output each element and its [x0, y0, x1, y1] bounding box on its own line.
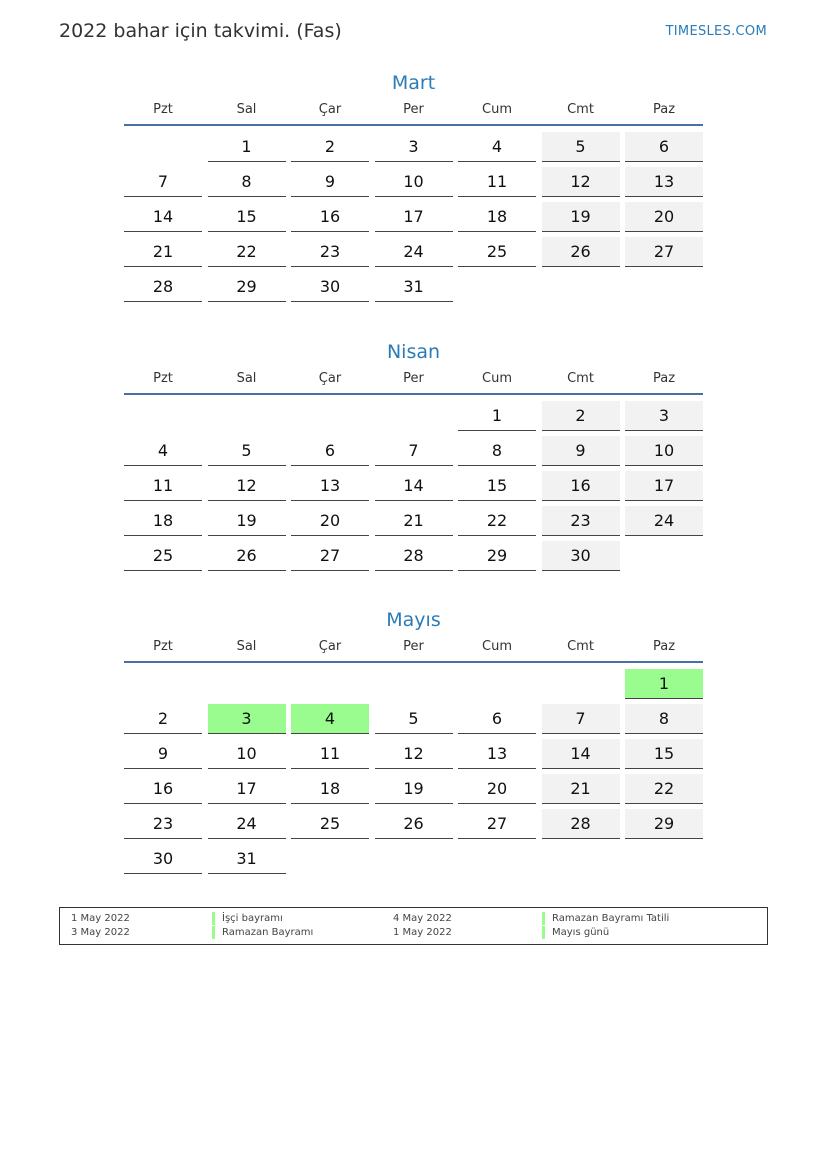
- day-cell[interactable]: 20: [291, 506, 369, 536]
- weekday-label: Paz: [652, 639, 676, 654]
- day-cell[interactable]: 28: [375, 541, 453, 571]
- day-cell[interactable]: 1: [208, 132, 286, 162]
- day-cell[interactable]: 2: [124, 704, 202, 734]
- empty-cell: [375, 401, 453, 431]
- day-cell[interactable]: 31: [375, 272, 453, 302]
- day-cell[interactable]: 20: [625, 202, 703, 232]
- empty-cell: [124, 132, 202, 162]
- empty-cell: [542, 272, 620, 302]
- day-cell[interactable]: 3: [625, 401, 703, 431]
- empty-cell: [375, 669, 453, 699]
- day-cell[interactable]: 11: [291, 739, 369, 769]
- day-cell[interactable]: 30: [542, 541, 620, 571]
- day-cell[interactable]: 11: [124, 471, 202, 501]
- day-cell[interactable]: 12: [542, 167, 620, 197]
- month-title: Nisan: [386, 341, 441, 363]
- empty-cell: [458, 272, 536, 302]
- day-cell[interactable]: 27: [458, 809, 536, 839]
- day-cell[interactable]: 9: [542, 436, 620, 466]
- day-cell[interactable]: 18: [291, 774, 369, 804]
- day-cell[interactable]: 21: [375, 506, 453, 536]
- day-cell[interactable]: 23: [542, 506, 620, 536]
- day-cell[interactable]: 7: [124, 167, 202, 197]
- day-cell[interactable]: 20: [458, 774, 536, 804]
- day-cell[interactable]: 17: [375, 202, 453, 232]
- day-cell[interactable]: 10: [375, 167, 453, 197]
- day-cell[interactable]: 15: [208, 202, 286, 232]
- weekday-label: Cmt: [567, 102, 594, 117]
- legend-name: İşçi bayramı: [212, 912, 283, 925]
- weekday-label: Çar: [318, 639, 342, 654]
- weekday-label: Cum: [482, 371, 512, 386]
- day-cell[interactable]: 26: [375, 809, 453, 839]
- day-cell[interactable]: 13: [625, 167, 703, 197]
- day-cell[interactable]: 31: [208, 844, 286, 874]
- weekday-label: Pzt: [153, 102, 173, 117]
- day-cell[interactable]: 21: [124, 237, 202, 267]
- weekday-label: Cum: [482, 102, 512, 117]
- empty-cell: [208, 401, 286, 431]
- weekday-label: Paz: [652, 102, 676, 117]
- day-cell[interactable]: 5: [208, 436, 286, 466]
- weekday-label: Pzt: [153, 639, 173, 654]
- day-cell[interactable]: 30: [291, 272, 369, 302]
- weekday-label: Çar: [318, 102, 342, 117]
- empty-cell: [291, 844, 369, 874]
- day-cell[interactable]: 6: [291, 436, 369, 466]
- empty-cell: [458, 669, 536, 699]
- weekday-label: Pzt: [153, 371, 173, 386]
- day-cell[interactable]: 29: [625, 809, 703, 839]
- day-cell[interactable]: 22: [458, 506, 536, 536]
- month-title: Mart: [391, 72, 436, 94]
- empty-cell: [291, 669, 369, 699]
- day-cell[interactable]: 10: [625, 436, 703, 466]
- day-cell[interactable]: 4: [458, 132, 536, 162]
- day-cell[interactable]: 6: [625, 132, 703, 162]
- day-cell[interactable]: 7: [375, 436, 453, 466]
- day-cell[interactable]: 1: [625, 669, 703, 699]
- day-cell[interactable]: 26: [542, 237, 620, 267]
- empty-cell: [124, 401, 202, 431]
- day-cell[interactable]: 24: [625, 506, 703, 536]
- legend-name: Ramazan Bayramı: [212, 926, 313, 939]
- legend-date: 4 May 2022: [393, 913, 452, 924]
- day-cell[interactable]: 9: [291, 167, 369, 197]
- page-title: 2022 bahar için takvimi. (Fas): [59, 20, 342, 42]
- day-cell[interactable]: 19: [375, 774, 453, 804]
- day-cell[interactable]: 8: [208, 167, 286, 197]
- day-cell[interactable]: 11: [458, 167, 536, 197]
- empty-cell: [625, 272, 703, 302]
- month-may: [124, 605, 703, 874]
- empty-cell: [542, 669, 620, 699]
- day-cell[interactable]: 25: [124, 541, 202, 571]
- day-cell[interactable]: 25: [291, 809, 369, 839]
- weekday-label: Sal: [236, 371, 257, 386]
- day-cell[interactable]: 17: [208, 774, 286, 804]
- day-cell[interactable]: 3: [375, 132, 453, 162]
- day-cell[interactable]: 13: [291, 471, 369, 501]
- legend-date: 3 May 2022: [71, 927, 130, 938]
- weekday-label: Per: [403, 102, 424, 117]
- empty-cell: [208, 669, 286, 699]
- day-cell[interactable]: 12: [208, 471, 286, 501]
- holiday-legend: [59, 907, 768, 945]
- day-cell[interactable]: 27: [625, 237, 703, 267]
- day-cell[interactable]: 17: [625, 471, 703, 501]
- month-march: [124, 68, 703, 302]
- day-cell[interactable]: 22: [208, 237, 286, 267]
- day-cell[interactable]: 21: [542, 774, 620, 804]
- day-cell[interactable]: 28: [542, 809, 620, 839]
- day-cell[interactable]: 19: [208, 506, 286, 536]
- weekday-label: Cmt: [567, 639, 594, 654]
- day-grid: [124, 132, 703, 302]
- legend-name: Mayıs günü: [542, 926, 609, 939]
- weekday-label: Cmt: [567, 371, 594, 386]
- day-cell[interactable]: 5: [375, 704, 453, 734]
- day-cell[interactable]: 15: [458, 471, 536, 501]
- day-cell[interactable]: 26: [208, 541, 286, 571]
- day-cell[interactable]: 22: [625, 774, 703, 804]
- day-cell[interactable]: 1: [458, 401, 536, 431]
- day-cell[interactable]: 30: [124, 844, 202, 874]
- legend-date: 1 May 2022: [393, 927, 452, 938]
- empty-cell: [375, 844, 453, 874]
- weekday-label: Paz: [652, 371, 676, 386]
- day-grid: [124, 669, 703, 874]
- day-cell[interactable]: 29: [208, 272, 286, 302]
- day-cell[interactable]: 24: [208, 809, 286, 839]
- weekday-header: [124, 98, 703, 126]
- day-cell[interactable]: 8: [625, 704, 703, 734]
- day-cell[interactable]: 28: [124, 272, 202, 302]
- day-cell[interactable]: 25: [458, 237, 536, 267]
- month-title: Mayıs: [386, 609, 441, 631]
- legend-name: Ramazan Bayramı Tatili: [542, 912, 669, 925]
- day-cell[interactable]: 14: [124, 202, 202, 232]
- day-grid: [124, 401, 703, 571]
- weekday-label: Cum: [482, 639, 512, 654]
- empty-cell: [291, 401, 369, 431]
- day-cell[interactable]: 27: [291, 541, 369, 571]
- weekday-header: [124, 635, 703, 663]
- day-cell[interactable]: 4: [291, 704, 369, 734]
- day-cell[interactable]: 18: [458, 202, 536, 232]
- weekday-label: Çar: [318, 371, 342, 386]
- weekday-label: Per: [403, 639, 424, 654]
- empty-cell: [458, 844, 536, 874]
- day-cell[interactable]: 4: [124, 436, 202, 466]
- weekday-header: [124, 367, 703, 395]
- day-cell[interactable]: 6: [458, 704, 536, 734]
- weekday-label: Sal: [236, 102, 257, 117]
- day-cell[interactable]: 12: [375, 739, 453, 769]
- day-cell[interactable]: 2: [291, 132, 369, 162]
- day-cell[interactable]: 7: [542, 704, 620, 734]
- day-cell[interactable]: 2: [542, 401, 620, 431]
- day-cell[interactable]: 24: [375, 237, 453, 267]
- empty-cell: [124, 669, 202, 699]
- day-cell[interactable]: 3: [208, 704, 286, 734]
- day-cell[interactable]: 16: [542, 471, 620, 501]
- day-cell[interactable]: 23: [124, 809, 202, 839]
- empty-cell: [625, 844, 703, 874]
- month-april: [124, 337, 703, 571]
- day-cell[interactable]: 15: [625, 739, 703, 769]
- day-cell[interactable]: 10: [208, 739, 286, 769]
- day-cell[interactable]: 14: [375, 471, 453, 501]
- day-cell[interactable]: 9: [124, 739, 202, 769]
- day-cell[interactable]: 18: [124, 506, 202, 536]
- empty-cell: [625, 541, 703, 571]
- day-cell[interactable]: 16: [124, 774, 202, 804]
- day-cell[interactable]: 8: [458, 436, 536, 466]
- legend-date: 1 May 2022: [71, 913, 130, 924]
- empty-cell: [542, 844, 620, 874]
- day-cell[interactable]: 14: [542, 739, 620, 769]
- day-cell[interactable]: 16: [291, 202, 369, 232]
- weekday-label: Per: [403, 371, 424, 386]
- day-cell[interactable]: 5: [542, 132, 620, 162]
- day-cell[interactable]: 19: [542, 202, 620, 232]
- weekday-label: Sal: [236, 639, 257, 654]
- day-cell[interactable]: 13: [458, 739, 536, 769]
- site-link[interactable]: TIMESLES.COM: [665, 24, 767, 39]
- day-cell[interactable]: 29: [458, 541, 536, 571]
- day-cell[interactable]: 23: [291, 237, 369, 267]
